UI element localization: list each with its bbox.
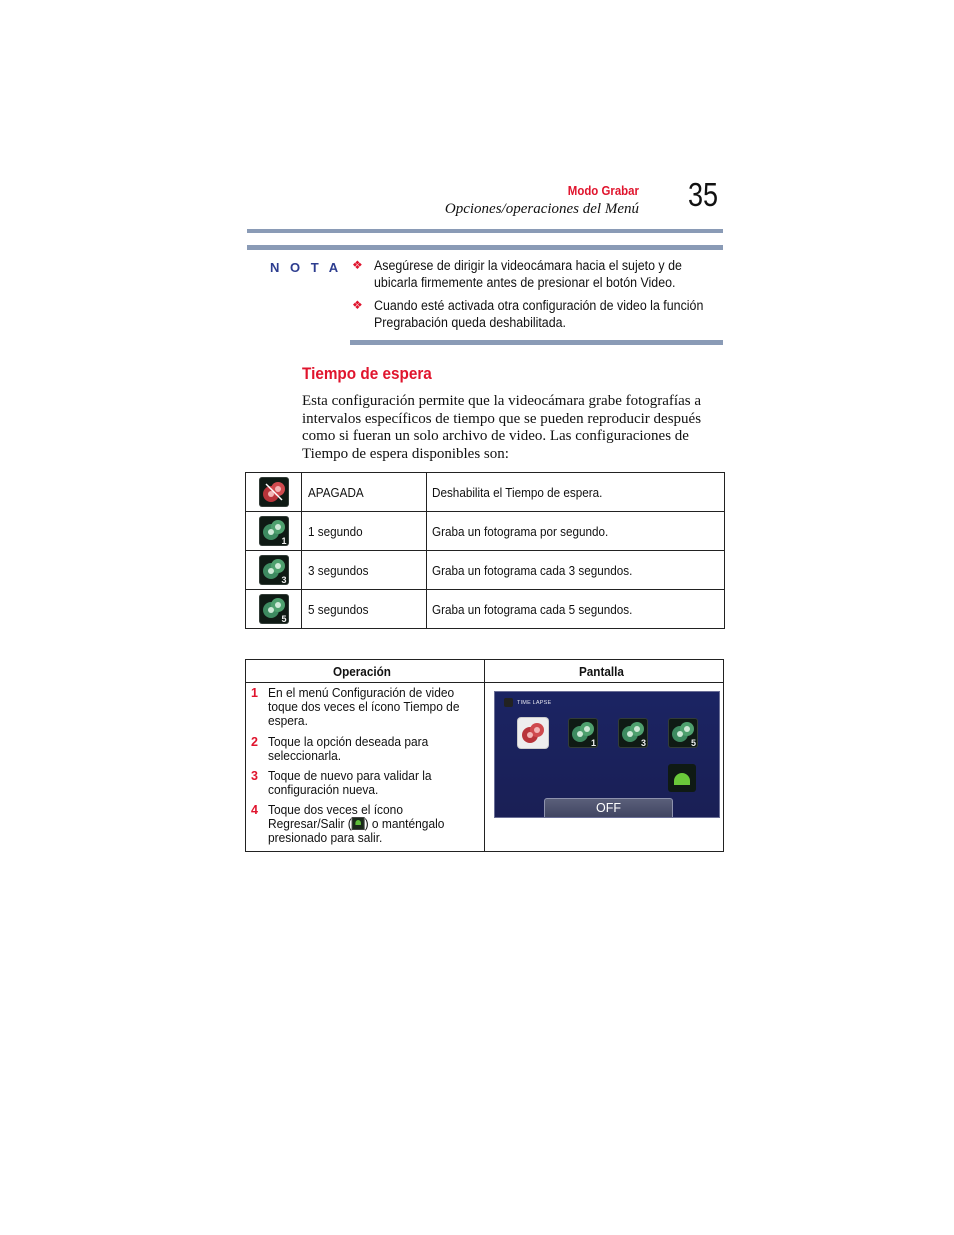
option-name: 5 segundos — [302, 590, 427, 629]
operations-table — [245, 659, 724, 852]
steps-cell — [246, 683, 485, 852]
back-exit-icon[interactable] — [668, 764, 696, 792]
note-top-rule — [247, 245, 723, 250]
bullet-icon: ❖ — [352, 298, 363, 312]
option-icon-cell — [246, 590, 302, 629]
note-bottom-rule — [350, 340, 723, 345]
note-text: Asegúrese de dirigir la videocámara hacia el sujeto y de ubicarla firmemente antes de presionar el botón Video. — [374, 258, 682, 290]
table-row — [246, 551, 725, 590]
step-text: Toque de nuevo para validar la configuración nueva. — [268, 768, 432, 797]
table-row — [246, 473, 725, 512]
option-description: Deshabilita el Tiempo de espera. — [427, 473, 725, 512]
option-badge: 3 — [281, 575, 287, 585]
time-lapse-5-icon — [259, 594, 289, 624]
time-lapse-off-icon[interactable] — [518, 718, 548, 748]
step-number: 1 — [251, 686, 258, 700]
option-name: 1 segundo — [302, 512, 427, 551]
option-description: Graba un fotograma por segundo. — [427, 512, 725, 551]
step-item — [251, 803, 479, 845]
option-badge: 5 — [281, 614, 287, 624]
time-lapse-off-icon — [259, 477, 289, 507]
note-text: Cuando esté activada otra configuración de video la función Pregrabación queda deshabilitada. — [374, 298, 704, 330]
bullet-icon: ❖ — [352, 258, 363, 272]
option-name: 3 segundos — [302, 551, 427, 590]
option-icon-cell — [246, 473, 302, 512]
step-number: 3 — [251, 769, 258, 783]
time-lapse-1-icon — [259, 516, 289, 546]
table-row — [246, 683, 724, 852]
screen-title: TIME LAPSE — [517, 700, 552, 706]
step-text: En el menú Configuración de video toque dos veces el ícono Tiempo de espera. — [268, 685, 460, 728]
table-row — [246, 590, 725, 629]
option-icon-cell — [246, 551, 302, 590]
step-text: Toque la opción deseada para seleccionarla. — [268, 734, 429, 763]
running-header-subtitle: Opciones/operaciones del Menú — [444, 201, 639, 217]
back-exit-icon — [352, 817, 365, 830]
screen-cell — [485, 683, 724, 852]
column-header-screen: Pantalla — [485, 660, 724, 683]
section-body: Esta configuración permite que la videocámara grabe fotografías a intervalos específicos de tiempo que se pueden reproducir después como si fueran un solo archivo de video. Las configuraciones de Tiempo de espera disponibles son: — [302, 393, 702, 462]
option-description: Graba un fotograma cada 5 segundos. — [427, 590, 725, 629]
page-number: 35 — [688, 176, 719, 213]
time-lapse-1-icon[interactable]: 1 — [568, 718, 598, 748]
note-label: N O T A — [270, 260, 342, 275]
time-lapse-3-icon[interactable]: 3 — [618, 718, 648, 748]
step-item — [251, 735, 479, 763]
time-lapse-menu-icon — [504, 698, 513, 707]
status-off-button[interactable]: OFF — [544, 798, 673, 818]
step-item — [251, 686, 479, 728]
camera-screen — [494, 691, 720, 818]
header-rule — [247, 229, 723, 233]
time-lapse-5-icon[interactable]: 5 — [668, 718, 698, 748]
section-title: Tiempo de espera — [302, 364, 432, 383]
note-item — [352, 297, 724, 331]
note-item — [352, 257, 724, 291]
table-row — [246, 512, 725, 551]
option-icon-cell — [246, 512, 302, 551]
option-description: Graba un fotograma cada 3 segundos. — [427, 551, 725, 590]
table-header-row — [246, 660, 724, 683]
time-lapse-options-table — [245, 472, 725, 629]
step-number: 4 — [251, 803, 258, 817]
step-item — [251, 769, 479, 797]
time-lapse-3-icon — [259, 555, 289, 585]
step-number: 2 — [251, 735, 258, 749]
option-name: APAGADA — [302, 473, 427, 512]
option-badge: 1 — [281, 536, 287, 546]
column-header-operation: Operación — [246, 660, 485, 683]
step-text: Toque dos veces el ícono Regresar/Salir ( ) o manténgalo presionado para salir. — [268, 802, 445, 845]
running-header-section: Modo Grabar — [567, 183, 639, 198]
